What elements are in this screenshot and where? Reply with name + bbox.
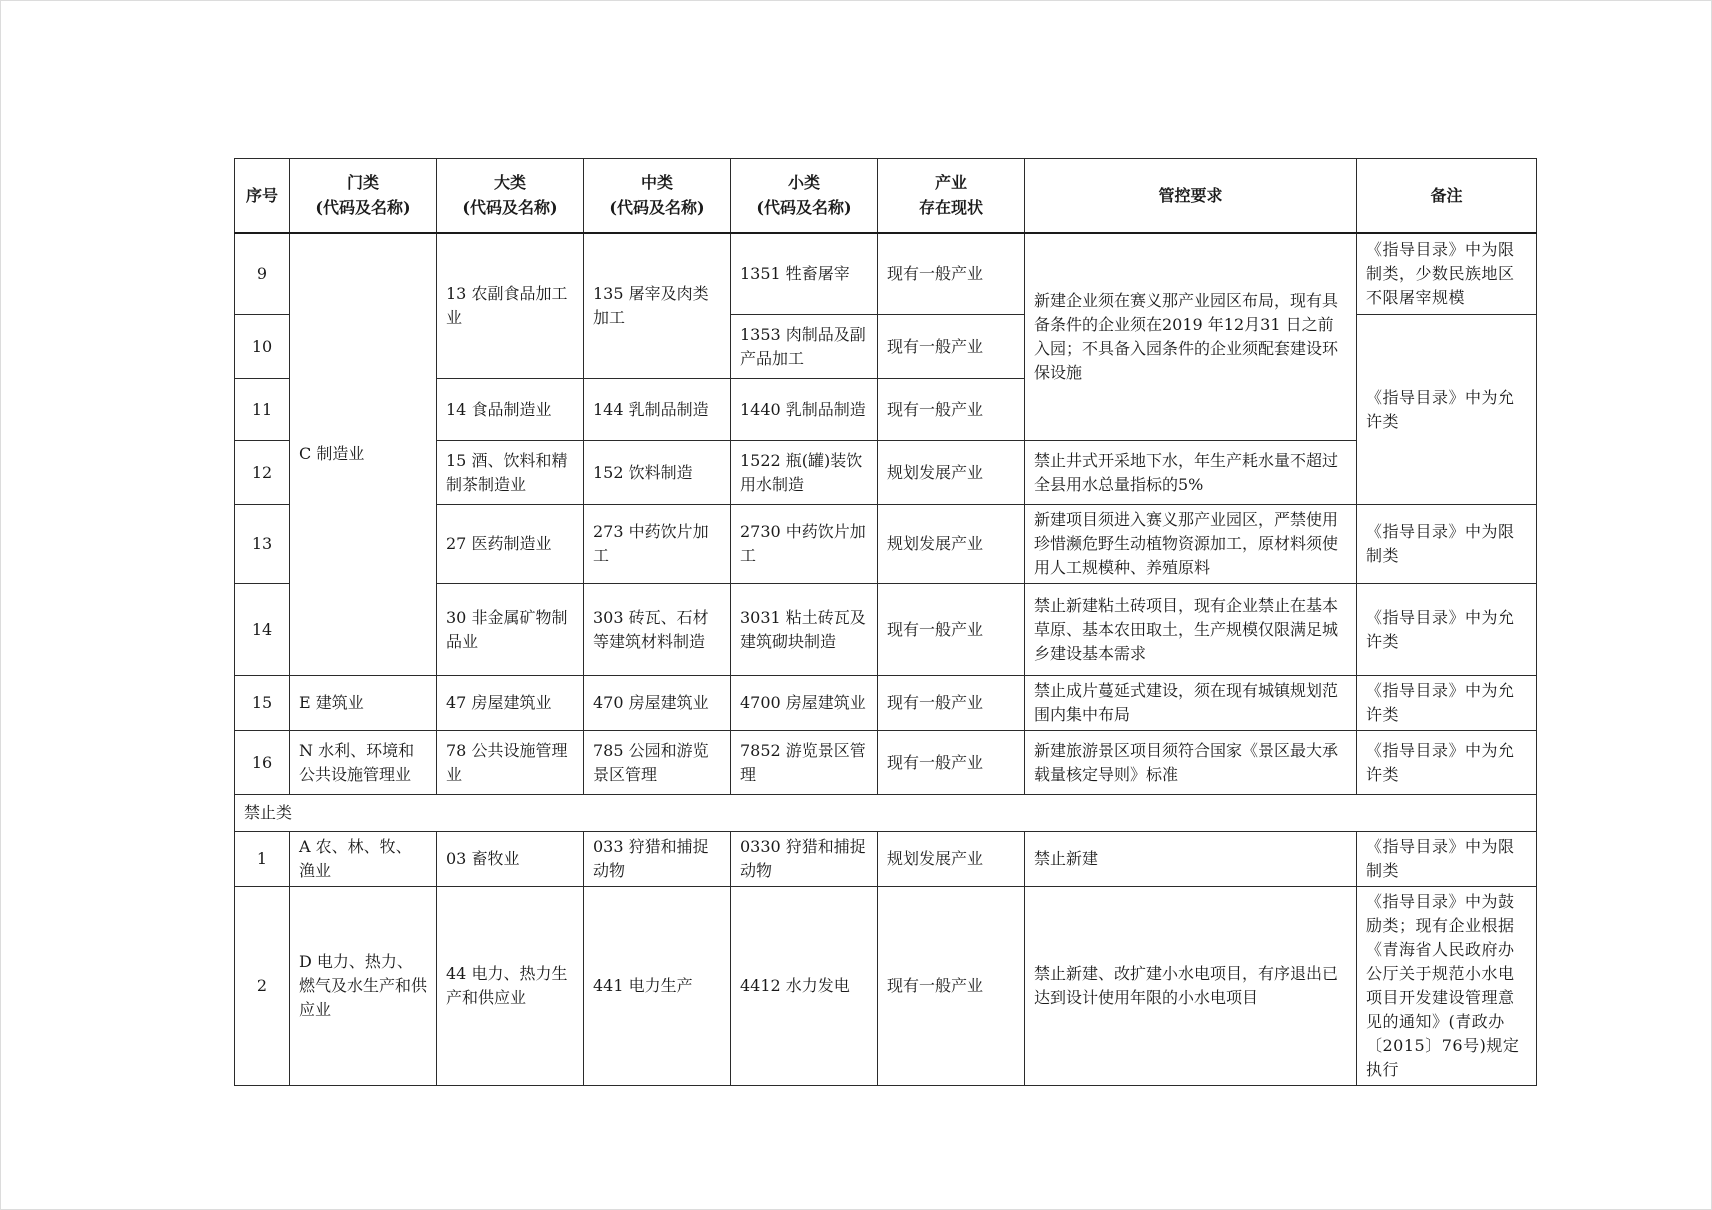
table-row (235, 832, 1537, 887)
category-l3-cell: 470 房屋建筑业 (584, 676, 731, 731)
status-cell: 现有一般产业 (878, 887, 1025, 1086)
category-l3-cell: 152 饮料制造 (584, 441, 731, 505)
status-cell: 规划发展产业 (878, 832, 1025, 887)
category-l4-cell: 7852 游览景区管理 (731, 731, 878, 795)
header-status: 产业 存在现状 (878, 159, 1025, 233)
status-cell: 现有一般产业 (878, 379, 1025, 441)
header-category-l2: 大类 (代码及名称) (437, 159, 584, 233)
category-l1-cell: N 水利、环境和公共设施管理业 (290, 731, 437, 795)
control-cell: 禁止新建 (1025, 832, 1357, 887)
control-cell: 禁止新建、改扩建小水电项目，有序退出已达到设计使用年限的小水电项目 (1025, 887, 1357, 1086)
category-l3-cell: 303 砖瓦、石材等建筑材料制造 (584, 584, 731, 676)
category-l2-cell: 15 酒、饮料和精制茶制造业 (437, 441, 584, 505)
control-cell: 新建旅游景区项目须符合国家《景区最大承载量核定导则》标准 (1025, 731, 1357, 795)
table-row (235, 887, 1537, 1086)
section-title-prohibited: 禁止类 (235, 795, 1537, 832)
category-l3-cell: 441 电力生产 (584, 887, 731, 1086)
category-l3-cell: 135 屠宰及肉类加工 (584, 233, 731, 379)
seq-cell: 10 (235, 315, 290, 379)
seq-cell: 13 (235, 505, 290, 584)
control-cell: 禁止井式开采地下水，年生产耗水量不超过全县用水总量指标的5% (1025, 441, 1357, 505)
category-l1-cell: E 建筑业 (290, 676, 437, 731)
remark-cell: 《指导目录》中为允许类 (1357, 731, 1537, 795)
status-cell: 现有一般产业 (878, 731, 1025, 795)
category-l2-cell: 78 公共设施管理业 (437, 731, 584, 795)
remark-cell: 《指导目录》中为允许类 (1357, 584, 1537, 676)
category-l3-cell: 273 中药饮片加工 (584, 505, 731, 584)
status-cell: 现有一般产业 (878, 315, 1025, 379)
category-l2-cell: 14 食品制造业 (437, 379, 584, 441)
category-l4-cell: 1522 瓶(罐)装饮用水制造 (731, 441, 878, 505)
seq-cell: 2 (235, 887, 290, 1086)
category-l4-cell: 1440 乳制品制造 (731, 379, 878, 441)
category-l4-cell: 4700 房屋建筑业 (731, 676, 878, 731)
header-control: 管控要求 (1025, 159, 1357, 233)
status-cell: 现有一般产业 (878, 584, 1025, 676)
remark-cell: 《指导目录》中为限制类 (1357, 505, 1537, 584)
category-l3-cell: 785 公园和游览景区管理 (584, 731, 731, 795)
remark-cell: 《指导目录》中为限制类，少数民族地区不限屠宰规模 (1357, 233, 1537, 315)
category-l4-cell: 0330 狩猎和捕捉动物 (731, 832, 878, 887)
category-l2-cell: 30 非金属矿物制品业 (437, 584, 584, 676)
control-cell: 禁止新建粘土砖项目，现有企业禁止在基本草原、基本农田取土，生产规模仅限满足城乡建设基本需求 (1025, 584, 1357, 676)
header-remark: 备注 (1357, 159, 1537, 233)
category-l3-cell: 033 狩猎和捕捉动物 (584, 832, 731, 887)
industry-control-table (234, 158, 1537, 1086)
status-cell: 规划发展产业 (878, 505, 1025, 584)
status-cell: 现有一般产业 (878, 676, 1025, 731)
category-l2-cell: 27 医药制造业 (437, 505, 584, 584)
category-l2-cell: 47 房屋建筑业 (437, 676, 584, 731)
seq-cell: 11 (235, 379, 290, 441)
remark-cell: 《指导目录》中为鼓励类；现有企业根据《青海省人民政府办公厅关于规范小水电项目开发建设管理意见的通知》(青政办〔2015〕76号)规定执行 (1357, 887, 1537, 1086)
table-row (235, 731, 1537, 795)
category-l4-cell: 1353 肉制品及副产品加工 (731, 315, 878, 379)
header-seq: 序号 (235, 159, 290, 233)
table-header-row (235, 159, 1537, 233)
status-cell: 规划发展产业 (878, 441, 1025, 505)
remark-cell: 《指导目录》中为允许类 (1357, 315, 1537, 505)
category-l1-cell: A 农、林、牧、渔业 (290, 832, 437, 887)
seq-cell: 1 (235, 832, 290, 887)
status-cell: 现有一般产业 (878, 233, 1025, 315)
seq-cell: 14 (235, 584, 290, 676)
table-row (235, 676, 1537, 731)
seq-cell: 16 (235, 731, 290, 795)
category-l4-cell: 2730 中药饮片加工 (731, 505, 878, 584)
header-category-l4: 小类 (代码及名称) (731, 159, 878, 233)
category-l2-cell: 44 电力、热力生产和供应业 (437, 887, 584, 1086)
control-cell: 禁止成片蔓延式建设，须在现有城镇规划范围内集中布局 (1025, 676, 1357, 731)
category-l3-cell: 144 乳制品制造 (584, 379, 731, 441)
section-row (235, 795, 1537, 832)
category-l1-cell: D 电力、热力、燃气及水生产和供应业 (290, 887, 437, 1086)
control-cell: 新建项目须进入赛义那产业园区，严禁使用珍惜濒危野生动植物资源加工，原材料须使用人工规模种、养殖原料 (1025, 505, 1357, 584)
remark-cell: 《指导目录》中为允许类 (1357, 676, 1537, 731)
seq-cell: 9 (235, 233, 290, 315)
category-l1-cell: C 制造业 (290, 233, 437, 676)
remark-cell: 《指导目录》中为限制类 (1357, 832, 1537, 887)
table-row (235, 233, 1537, 315)
category-l4-cell: 1351 牲畜屠宰 (731, 233, 878, 315)
header-category-l3: 中类 (代码及名称) (584, 159, 731, 233)
category-l2-cell: 13 农副食品加工业 (437, 233, 584, 379)
category-l4-cell: 3031 粘土砖瓦及建筑砌块制造 (731, 584, 878, 676)
control-cell: 新建企业须在赛义那产业园区布局，现有具备条件的企业须在2019 年12月31 日之前入园；不具备入园条件的企业须配套建设环保设施 (1025, 233, 1357, 441)
seq-cell: 12 (235, 441, 290, 505)
category-l4-cell: 4412 水力发电 (731, 887, 878, 1086)
category-l2-cell: 03 畜牧业 (437, 832, 584, 887)
header-category-l1: 门类 (代码及名称) (290, 159, 437, 233)
seq-cell: 15 (235, 676, 290, 731)
